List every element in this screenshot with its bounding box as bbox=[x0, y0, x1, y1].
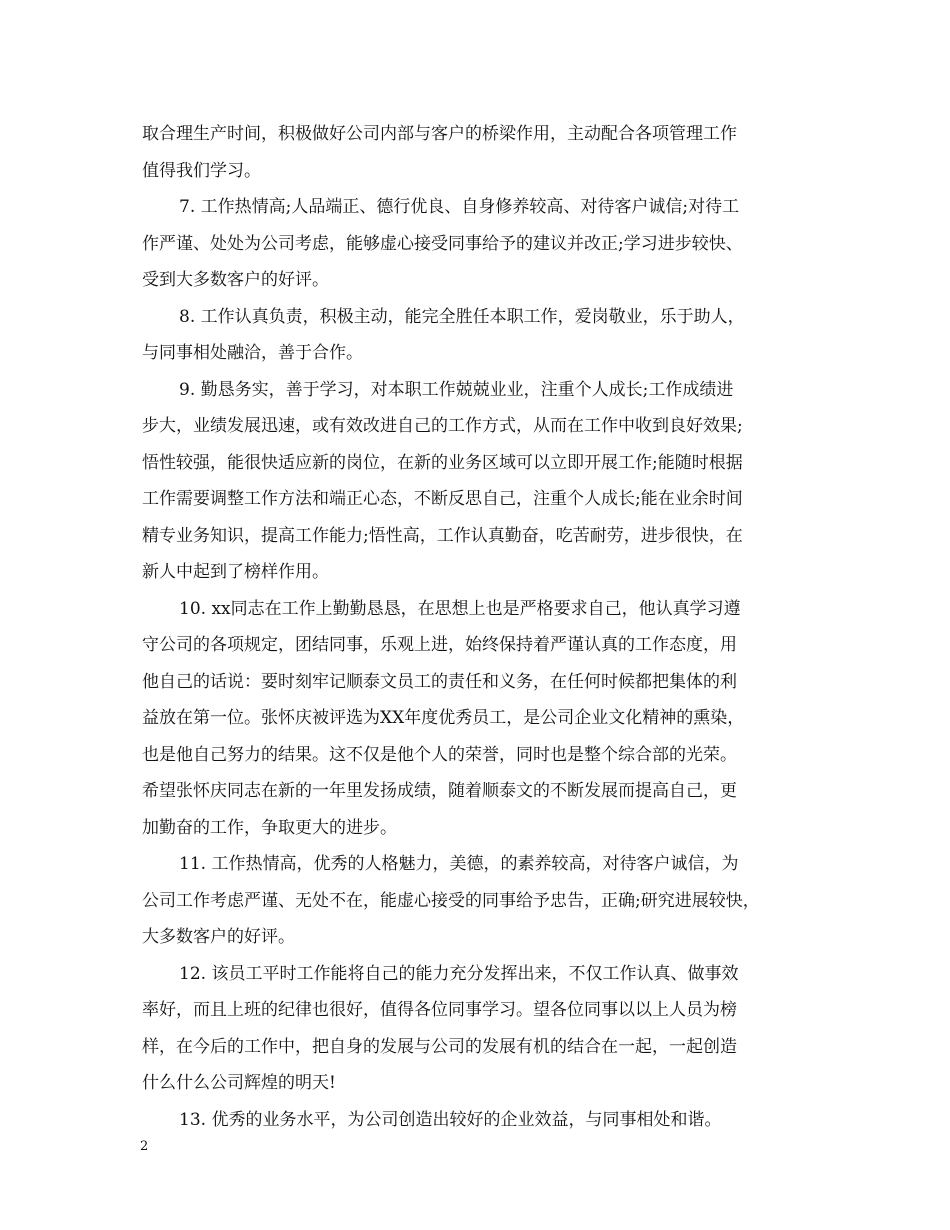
text-line: 新人中起到了榜样作用。 bbox=[142, 562, 329, 582]
text-line: 工作需要调整工作方法和端正心态，不断反思自己，注重个人成长;能在业余时间 bbox=[142, 489, 743, 509]
list-item-10-first-line: 10. xx同志在工作上勤勤恳恳，在思想上也是严格要求自己，他认真学习遵 bbox=[179, 598, 741, 619]
text-line: 益放在第一位。张怀庆被评选为XX年度优秀员工，是公司企业文化精神的熏染， bbox=[142, 708, 745, 728]
list-item-13-first-line: 13. 优秀的业务水平，为公司创造出较好的企业效益，与同事相处和谐。 bbox=[179, 1109, 722, 1130]
text-line: 希望张怀庆同志在新的一年里发扬成绩，随着顺泰文的不断发展而提高自己，更 bbox=[142, 781, 737, 801]
text-line: 取合理生产时间，积极做好公司内部与客户的桥梁作用，主动配合各项管理工作 bbox=[142, 124, 737, 144]
text-line: 什么什么公司辉煌的明天! bbox=[142, 1073, 336, 1093]
text-line: 值得我们学习。 bbox=[142, 160, 261, 181]
list-item-9-first-line: 9. 勤恳务实，善于学习，对本职工作兢兢业业，注重个人成长;工作成绩进 bbox=[179, 379, 734, 400]
list-item-8-first-line: 8. 工作认真负责，积极主动，能完全胜任本职工作，爱岗敬业，乐于助人， bbox=[179, 306, 745, 327]
text-line: 也是他自己努力的结果。这不仅是他个人的荣誉，同时也是整个综合部的光荣。 bbox=[142, 744, 737, 765]
text-line: 守公司的各项规定，团结同事，乐观上进，始终保持着严谨认真的工作态度，用 bbox=[142, 635, 737, 655]
text-line: 率好，而且上班的纪律也很好，值得各位同事学习。望各位同事以以上人员为榜 bbox=[142, 1000, 737, 1020]
document-body bbox=[142, 116, 812, 1138]
text-line: 精专业务知识，提高工作能力;悟性高，工作认真勤奋，吃苦耐劳，进步很快，在 bbox=[142, 525, 743, 546]
list-item-11-first-line: 11. 工作热情高，优秀的人格魅力，美德，的素养较高，对待客户诚信，为 bbox=[179, 854, 739, 874]
text-line: 步大，业绩发展迅速，或有效改进自己的工作方式，从而在工作中收到良好效果; bbox=[142, 416, 743, 436]
text-line: 悟性较强，能很快适应新的岗位，在新的业务区域可以立即开展工作;能随时根据 bbox=[142, 452, 743, 473]
text-line: 样，在今后的工作中，把自身的发展与公司的发展有机的结合在一起，一起创造 bbox=[142, 1036, 737, 1057]
list-item-7-first-line: 7. 工作热情高;人品端正、德行优良、自身修养较高、对待客户诚信;对待工 bbox=[179, 197, 740, 217]
text-line: 与同事相处融洽，善于合作。 bbox=[142, 343, 363, 363]
text-line: 受到大多数客户的好评。 bbox=[142, 270, 329, 290]
text-line: 加勤奋的工作，争取更大的进步。 bbox=[142, 817, 397, 838]
text-line: 大多数客户的好评。 bbox=[142, 927, 295, 947]
list-item-12-first-line: 12. 该员工平时工作能将自己的能力充分发挥出来，不仅工作认真、做事效 bbox=[179, 963, 739, 984]
page-number: 2 bbox=[140, 1139, 149, 1154]
text-line: 他自己的话说：要时刻牢记顺泰文员工的责任和义务，在任何时候都把集体的利 bbox=[142, 671, 737, 692]
text-line: 公司工作考虑严谨、无处不在，能虚心接受的同事给予忠告，正确;研究进展较快， bbox=[142, 890, 760, 911]
text-line: 作严谨、处处为公司考虑，能够虚心接受同事给予的建议并改正;学习进步较快、 bbox=[142, 233, 743, 254]
